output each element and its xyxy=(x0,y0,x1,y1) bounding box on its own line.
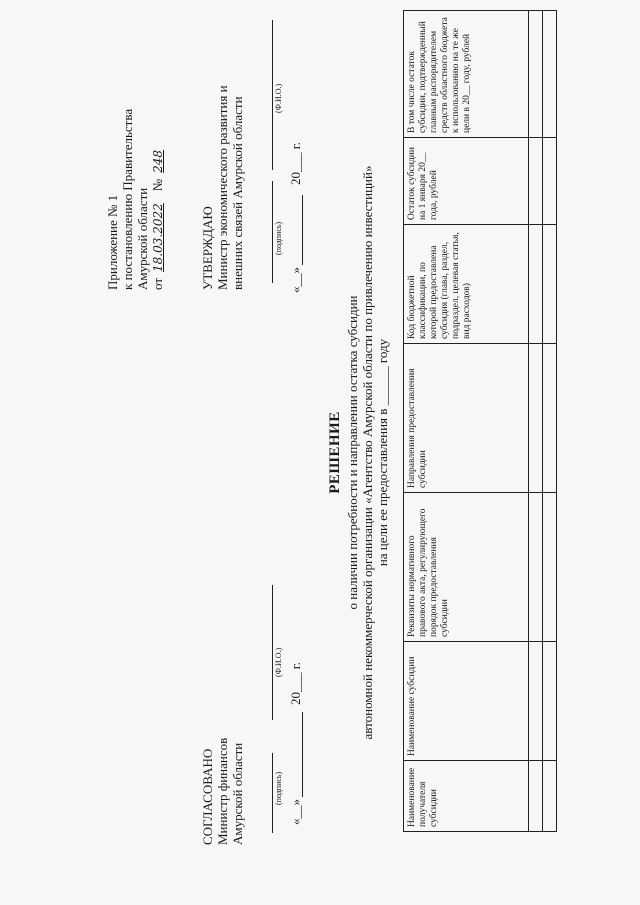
approved-block xyxy=(200,0,245,290)
agreed-date-year: 20___ г. xyxy=(288,662,303,705)
header-confirmed-balance: В том числе остаток субсидии, подтвержденный главным распорядителем средств областного бюджета к использованию на те же цели в 20__ году, рублей xyxy=(404,11,529,138)
table-cell xyxy=(529,493,543,642)
approved-signature-caption: (подпись) xyxy=(274,221,283,255)
decision-subtitle-3: на цели ее предоставления в ______ году xyxy=(375,338,390,567)
table-cell xyxy=(529,761,543,832)
table-row xyxy=(543,11,557,832)
decision-heading: РЕШЕНИЕ xyxy=(327,411,343,494)
number-prefix: № xyxy=(150,178,165,192)
approved-header: УТВЕРЖДАЮ xyxy=(200,206,215,290)
table-cell xyxy=(543,138,557,225)
subsidy-table xyxy=(403,10,557,832)
table-row xyxy=(529,11,543,832)
date-prefix: от xyxy=(150,277,165,290)
table-cell xyxy=(529,138,543,225)
handwritten-number: 248 xyxy=(151,149,165,173)
decision-subtitle-2: автономной некоммерческой организации «Агентство Амурской области по привлечению инвестиций» xyxy=(360,165,375,740)
approved-signature-line xyxy=(272,181,273,283)
agreed-header: СОГЛАСОВАНО xyxy=(200,748,215,845)
table-cell xyxy=(543,225,557,344)
table-cell xyxy=(543,761,557,832)
decision-subtitle-1: о наличии потребности и направлении остатка субсидии xyxy=(345,295,360,610)
table-cell xyxy=(543,11,557,138)
approved-date-open: «__» xyxy=(288,267,303,293)
handwritten-date: 18.03.2022 xyxy=(151,203,165,272)
appendix-line-1: Приложение № 1 xyxy=(105,194,120,290)
table-cell xyxy=(543,642,557,761)
appendix-block xyxy=(105,0,166,290)
table-cell xyxy=(543,344,557,493)
header-legal-act: Реквизиты нормативного правового акта, регулирующего порядок предоставления субсидии xyxy=(404,493,529,642)
agreed-date-open: «__» xyxy=(288,799,303,825)
agreed-signature-line xyxy=(272,753,273,833)
agreed-block xyxy=(200,585,245,845)
appendix-date-line xyxy=(150,0,166,290)
table-cell xyxy=(529,225,543,344)
table-cell xyxy=(529,11,543,138)
approved-line-2: внешних связей Амурской области xyxy=(230,96,245,290)
approved-date-line xyxy=(302,195,303,265)
approved-line-1: Министр экономического развития и xyxy=(215,85,230,290)
appendix-line-2: к постановлению Правительства xyxy=(120,108,135,290)
appendix-line-3: Амурской области xyxy=(135,187,150,290)
approved-date-year: 20___ г. xyxy=(288,142,303,185)
table-header-row xyxy=(404,11,529,832)
header-recipient-name: Наименование получателя субсидии xyxy=(404,761,529,832)
header-directions: Направления предоставления субсидии xyxy=(404,344,529,493)
approved-name-caption: (Ф.И.О.) xyxy=(274,83,283,113)
agreed-line-1: Министр финансов xyxy=(215,737,230,845)
table-cell xyxy=(543,493,557,642)
table-cell xyxy=(529,344,543,493)
table-cell xyxy=(529,642,543,761)
agreed-name-line xyxy=(272,585,273,720)
header-balance: Остаток субсидии на 1 января 20__ года, рублей xyxy=(404,138,529,225)
agreed-name-caption: (Ф.И.О.) xyxy=(274,647,283,677)
agreed-line-2: Амурской области xyxy=(230,742,245,845)
header-budget-code: Код бюджетной классификации, по которой предоставлена субсидия (глава, раздел, подраздел, целевая статья, вид расходов) xyxy=(404,225,529,344)
agreed-signature-caption: (подпись) xyxy=(274,771,283,805)
decision-title-block xyxy=(325,0,390,905)
agreed-date-line xyxy=(302,712,303,797)
header-subsidy-name: Наименование субсидии xyxy=(404,642,529,761)
approved-name-line xyxy=(272,20,273,170)
